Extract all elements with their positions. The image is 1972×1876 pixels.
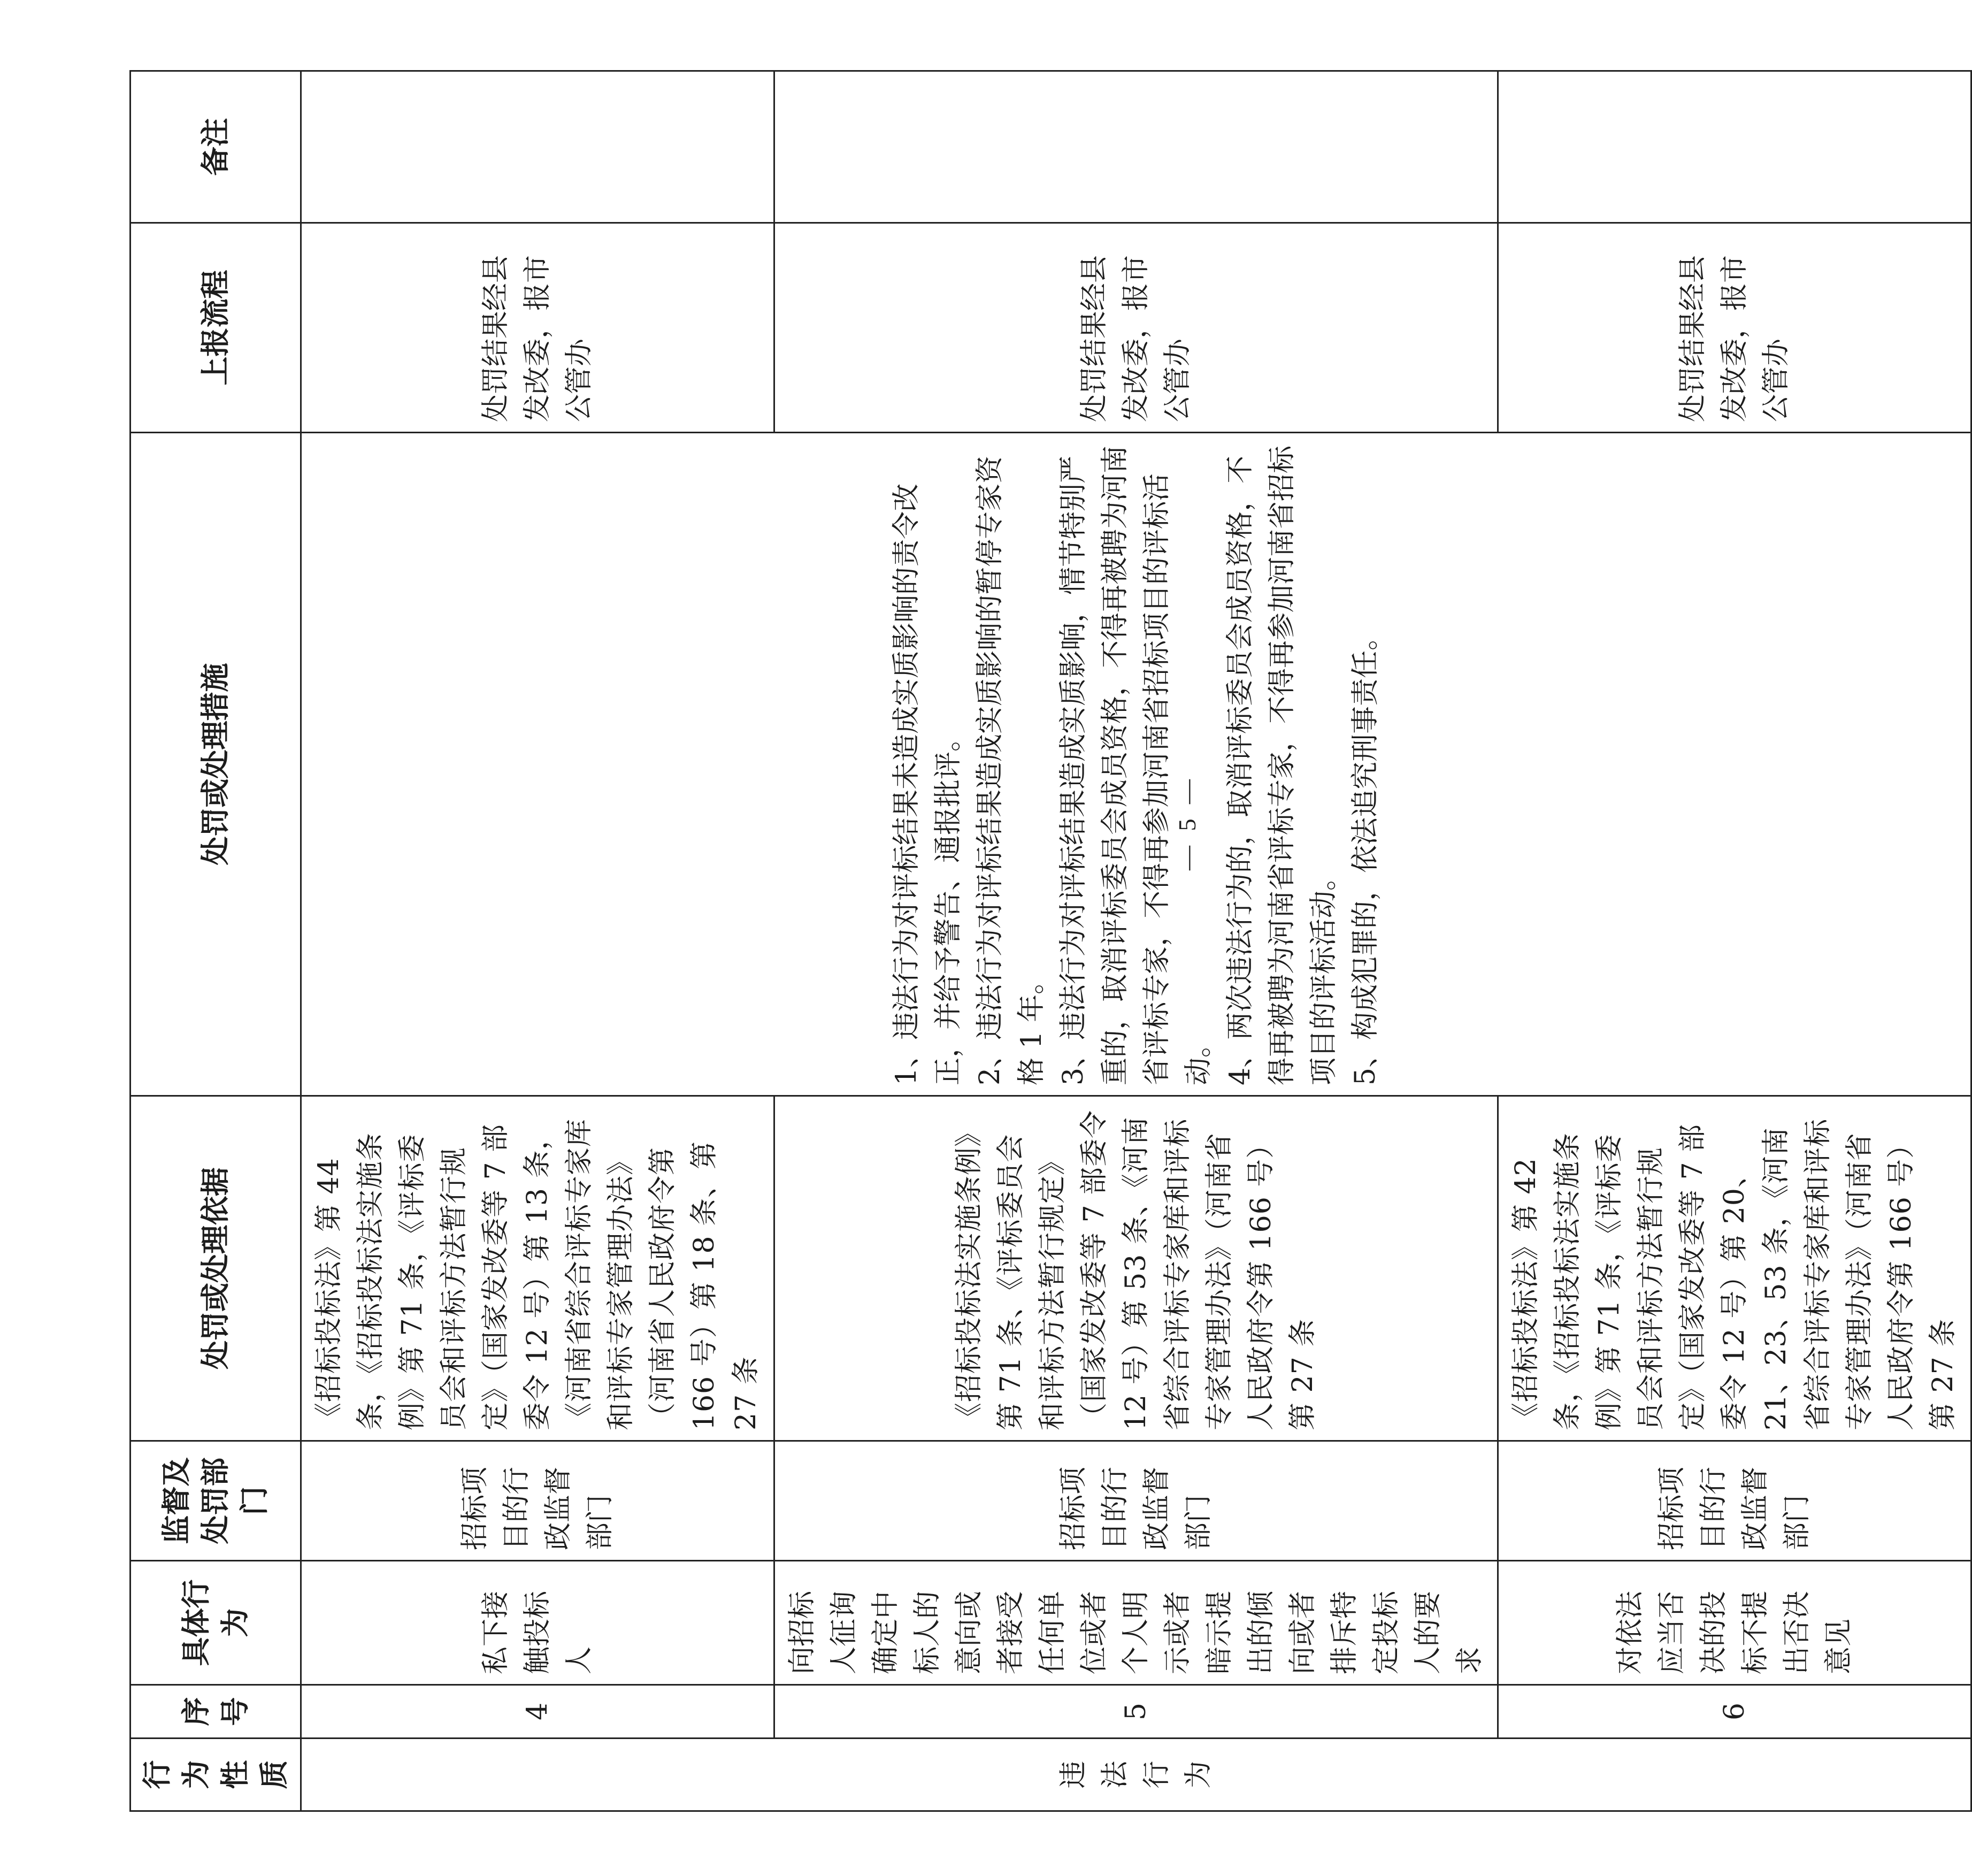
behavior-cell: 私下接触投标人 [301, 1561, 774, 1685]
header-nature: 行为性质 [131, 1739, 301, 1811]
page-number: — 5 — [1173, 775, 1201, 870]
behavior-cell: 对依法应当否决的投标不提出否决意见 [1498, 1561, 1971, 1685]
notes-cell [301, 71, 774, 223]
table-row [301, 71, 774, 1811]
measure-item: 4、两次违法行为的，取消评标委员会成员资格，不得再被聘为河南省评标专家，不得再参加河南省招标项目的评标活动。 [1224, 445, 1340, 1085]
process-cell: 处罚结果经县发改委，报市公管办 [301, 223, 774, 433]
measure-item: 5、构成犯罪的，依法追究刑事责任。 [1349, 622, 1382, 1085]
notes-cell [774, 71, 1498, 223]
department-cell: 招标项目的行政监督部门 [774, 1441, 1498, 1561]
measure-item: 3、违法行为对评标结果造成实质影响，情节特别严重的，取消评标委员会成员资格，不得再被聘为河南省评标专家，不得再参加河南省招标项目的评标活动。 [1057, 445, 1215, 1085]
seq-cell: 5 [774, 1685, 1498, 1739]
notes-cell [1498, 71, 1971, 223]
header-notes: 备注 [131, 71, 301, 223]
header-process: 上报流程 [131, 223, 301, 433]
seq-cell: 6 [1498, 1685, 1971, 1739]
header-row [131, 71, 301, 1811]
header-behavior: 具体行为 [131, 1561, 301, 1685]
seq-cell: 4 [301, 1685, 774, 1739]
process-cell: 处罚结果经县发改委，报市公管办 [774, 223, 1498, 433]
penalty-table [129, 70, 1972, 1812]
nature-cell: 违法行为 [301, 1739, 1971, 1811]
header-seq: 序号 [131, 1685, 301, 1739]
header-basis: 处罚或处理依据 [131, 1096, 301, 1441]
measures-cell [301, 433, 1971, 1096]
basis-cell: 《招标投标法实施条例》第 71 条、《评标委员会和评标方法暂行规定》（国家发改委等 7 部委令 12 号）第 53 条、《河南省综合评标专家库和评标专家管理办法》（河南省人民政府令第 166 号）第 27 条 [774, 1096, 1498, 1441]
measure-item: 1、违法行为对评标结果未造成实质影响的责令改正，并给予警告、通报批评。 [890, 483, 964, 1085]
behavior-cell: 向招标人征询确定中标人的意向或者接受任何单位或者个人明示或者暗示提出的倾向或者排斥特定投标人的要求 [774, 1561, 1498, 1685]
header-measures: 处罚或处理措施 [131, 433, 301, 1096]
measure-item: 2、违法行为对评标结果造成实质影响的暂停专家资格 1 年。 [973, 455, 1048, 1085]
basis-cell: 《招标投标法》第 42 条，《招标投标法实施条例》第 71 条，《评标委员会和评标方法暂行规定》（国家发改委等 7 部委令 12 号）第 20、21、23、53 条，《河南省综合评标专家库和评标专家管理办法》（河南省人民政府令第 166 号）第 27 条 [1498, 1096, 1971, 1441]
header-department: 监督及处罚部门 [131, 1441, 301, 1561]
basis-cell: 《招标投标法》第 44 条，《招标投标法实施条例》第 71 条，《评标委员会和评标方法暂行规定》（国家发改委等 7 部委令 12 号）第 13 条，《河南省综合评标专家库和评标专家管理办法》（河南省人民政府令第 166 号）第 18 条、第 27 条 [301, 1096, 774, 1441]
process-cell: 处罚结果经县发改委，报市公管办 [1498, 223, 1971, 433]
department-cell: 招标项目的行政监督部门 [301, 1441, 774, 1561]
department-cell: 招标项目的行政监督部门 [1498, 1441, 1971, 1561]
